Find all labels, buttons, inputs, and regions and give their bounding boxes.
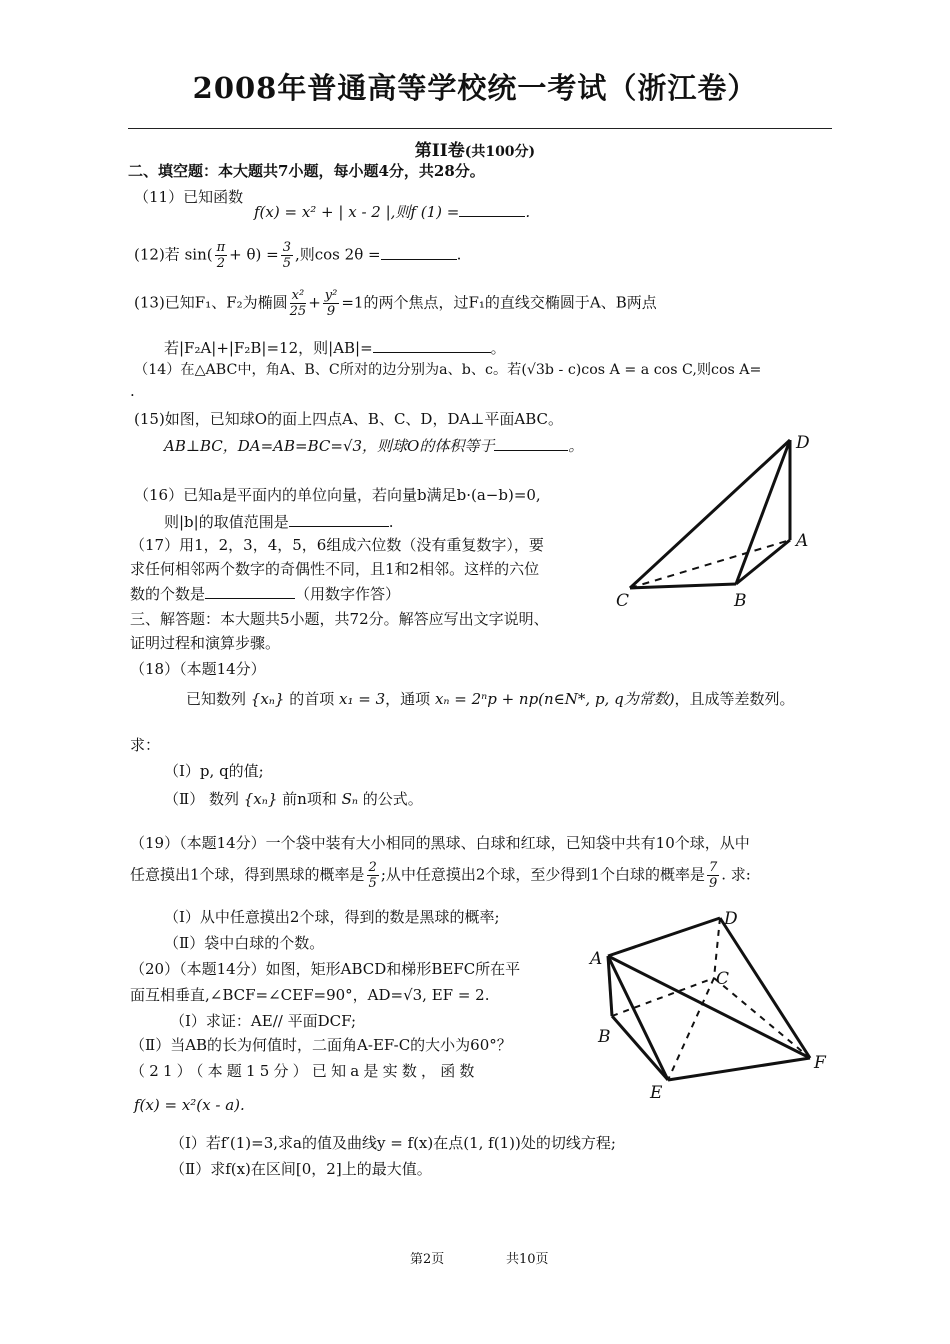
section-2-heading: 二、填空题：本大题共7小题，每小题4分，共28分。: [128, 162, 485, 180]
q21-line1: （21）（本题15分）已知a是实数，函数: [130, 1062, 479, 1080]
q17-line2: 求任何相邻两个数字的奇偶性不同，且1和2相邻。这样的六位: [130, 560, 540, 578]
fig2-edge-ce-hidden: [668, 978, 714, 1080]
q11-prefix: （11）已知函数: [134, 188, 244, 206]
q19-l2c: . 求:: [721, 865, 751, 884]
q12-end: .: [456, 245, 462, 264]
q20-part1: （Ⅰ）求证：AE// 平面DCF;: [170, 1012, 357, 1030]
q20-part2: （Ⅱ）当AB的长为何值时，二面角A-EF-C的大小为60°？: [130, 1036, 512, 1054]
volume-note: (共100分): [464, 144, 536, 160]
volume-heading: [0, 136, 950, 161]
q18-c: ，通项: [385, 690, 431, 708]
q13-y2-over-9: $\frac{\text{y²}}{9}$: [324, 288, 338, 319]
q15-answer-blank: [494, 436, 568, 451]
q21-part1: （Ⅰ）若f′(1)=3,求a的值及曲线y = f(x)在点(1, f(1))处的切线方程;: [170, 1134, 616, 1152]
q16-end: .: [388, 513, 394, 531]
q15-line2: [164, 436, 583, 455]
fig2-label-f: F: [814, 1053, 826, 1073]
q19-l2b: ;从中任意摸出2个球，至少得到1个白球的概率是: [380, 865, 705, 884]
q18-statement: [186, 690, 795, 708]
q13-line2-text: 若|F₂A|+|F₂B|=12，则|AB|=: [164, 339, 373, 357]
q12-answer-blank: [381, 245, 457, 260]
fig2-edge-ae: [608, 956, 668, 1080]
q12-prefix: (12)若: [134, 245, 180, 264]
q12-mid: + θ) =: [229, 245, 279, 264]
q17-answer-blank: [205, 584, 295, 599]
q16-line1: （16）已知a是平面内的单位向量，若向量b满足b·(a−b)=0,: [134, 486, 541, 504]
q19-part2: （Ⅱ）袋中白球的个数。: [164, 934, 325, 952]
title-divider: [128, 128, 832, 129]
q13-line1: [134, 288, 657, 319]
q12-sin: sin(: [184, 245, 213, 264]
q16-answer-blank: [289, 512, 389, 527]
fig2-edge-be: [612, 1016, 668, 1080]
q15-line2-text: AB⊥BC，DA=AB=BC=√3，则球O的体积等于: [164, 437, 495, 455]
q13-line1-a: (13)已知F₁、F₂为椭圆: [134, 293, 288, 312]
q21-formula: f(x) = x²(x - a).: [134, 1096, 245, 1114]
q17-end: （用数字作答）: [295, 585, 401, 603]
fig2-label-e: E: [650, 1083, 663, 1100]
q19-two-fifths: $\frac{2}{5}$: [368, 860, 377, 891]
footer-total-pages: 共10页: [506, 1252, 549, 1267]
q12-three-fifths: $\frac{3}{5}$: [282, 240, 291, 271]
q13-answer-blank: [373, 338, 491, 353]
fig1-label-d: D: [796, 433, 810, 453]
q18-general-term: xₙ = 2ⁿp + np(n∈N*, p, q为常数): [434, 690, 675, 708]
q11-end: .: [525, 203, 531, 221]
q13-line1-b: =1的两个焦点，过F₁的直线交椭圆于A、B两点: [341, 293, 657, 312]
q18-part2: [164, 790, 423, 808]
q20-line1: （20）（本题14分）如图，矩形ABCD和梯形BEFC所在平: [130, 960, 521, 978]
q13-plus: +: [308, 293, 321, 312]
fig2-label-b: B: [598, 1027, 611, 1047]
fig1-label-c: C: [616, 591, 630, 611]
q18-x1: x₁ = 3: [339, 690, 386, 708]
q19-line1: （19）（本题14分）一个袋中装有大小相同的黑球、白球和红球，已知袋中共有10个球，从中: [130, 834, 750, 852]
q11-formula: [254, 202, 530, 221]
q17-line3-text: 数的个数是: [130, 585, 206, 603]
q17-line3: [130, 584, 400, 603]
q21-part2: （Ⅱ）求f(x)在区间[0，2]上的最大值。: [170, 1160, 432, 1178]
q18-a: 已知数列: [186, 690, 247, 708]
q13-end: 。: [490, 339, 506, 357]
q18-d: ，且成等差数列。: [674, 690, 795, 708]
fig1-label-b: B: [734, 591, 747, 611]
q16-line2-text: 则|b|的取值范围是: [164, 513, 289, 531]
q18-seq-2: {xₙ}: [243, 790, 278, 808]
q19-line2: [130, 860, 751, 891]
fig2-label-c: C: [716, 969, 730, 989]
q20-line2: 面互相垂直,∠BCF=∠CEF=90°，AD=√3, EF = 2.: [130, 986, 490, 1004]
volume-label: 第II卷: [414, 141, 465, 161]
fig1-label-a: A: [796, 531, 809, 551]
q11-answer-blank: [459, 202, 525, 217]
q17-line1: （17）用1，2，3，4，5，6组成六位数（没有重复数字），要: [130, 536, 544, 554]
q13-x2-over-25: $\frac{\text{x²}}{25}$: [289, 288, 307, 319]
q15-end: 。: [568, 437, 584, 455]
q19-part1: （Ⅰ）从中任意摸出2个球，得到的数是黑球的概率;: [164, 908, 500, 926]
q16-line2: [164, 512, 394, 531]
q18-p2b: 前n项和: [282, 790, 337, 808]
q18-p2a: （Ⅱ） 数列: [164, 790, 239, 808]
q18-head: （18）（本题14分）: [130, 660, 266, 678]
fig1-edge-cb: [630, 584, 736, 588]
q18-seq: {xₙ}: [250, 690, 285, 708]
fig2-edge-ad: [608, 918, 720, 956]
q18-ask: 求：: [130, 736, 161, 754]
q14-text: （14）在△ABC中，角A、B、C所对的边分别为a、b、c。若(√3b - c)cos A = a cos C,则cos A=: [134, 362, 762, 378]
q12-pi-over-2: $\frac{\pi}{2}$: [216, 240, 226, 271]
page-title: 2008年普通高等学校统一考试（浙江卷）: [192, 71, 758, 105]
fig2-label-a: A: [590, 949, 603, 969]
figure-solid-abcdef: [588, 904, 832, 1100]
section-3-line1: 三、解答题：本大题共5小题，共72分。解答应写出文字说明、: [130, 610, 549, 628]
fig2-label-d: D: [724, 909, 738, 929]
q12-line: [134, 240, 461, 271]
footer-page-number: 第2页: [410, 1252, 445, 1267]
q19-l2a: 任意摸出1个球，得到黑球的概率是: [130, 865, 365, 884]
q18-sn: Sₙ: [341, 790, 358, 808]
q14-dot: .: [130, 382, 135, 400]
fig2-edge-ef: [668, 1058, 810, 1080]
section-3-line2: 证明过程和演算步骤。: [130, 634, 281, 652]
q13-line2: [164, 338, 506, 357]
q18-p2c: 的公式。: [362, 790, 423, 808]
figure-tetrahedron: [612, 428, 832, 612]
q12-rest: ,则cos 2θ =: [294, 245, 381, 264]
fig2-edge-df: [720, 918, 810, 1058]
q18-part1: （Ⅰ）p, q的值;: [164, 762, 264, 780]
fig1-edge-cd: [630, 440, 790, 588]
q19-seven-ninths: $\frac{7}{9}$: [708, 860, 718, 891]
q18-b: 的首项: [289, 690, 335, 708]
q15-line1: (15)如图，已知球O的面上四点A、B、C、D，DA⊥平面ABC。: [134, 410, 564, 428]
q11-formula-text: f(x) = x² + | x - 2 |,则f (1) =: [254, 203, 460, 221]
